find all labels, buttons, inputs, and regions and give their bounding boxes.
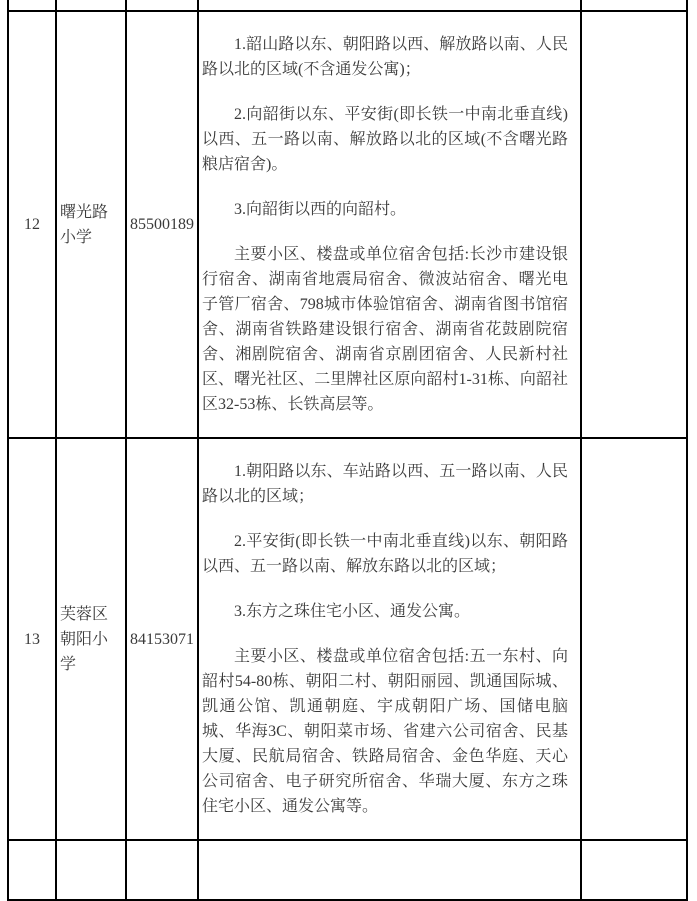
- row-number: 13: [24, 630, 40, 648]
- table-row-13: [8, 438, 687, 840]
- school-name-cell: [56, 438, 126, 840]
- school-district-table: [7, 0, 688, 901]
- school-name: 芙蓉区朝阳小学: [60, 605, 109, 673]
- district-paragraph: 主要小区、楼盘或单位宿舍包括:五一东村、向韶村54-80栋、朝阳二村、朝阳丽园、凯通国际城、凯通公馆、凯通朝庭、宇成朝阳广场、国储电脑城、华海3C、朝阳菜市场、省建六公司宿舍、民基大厦、民航局宿舍、铁路局宿舍、金色华庭、天心公司宿舍、电子研究所宿舍、华瑞大厦、东方之珠住宅小区、通发公寓等。: [202, 648, 568, 815]
- district-paragraph: 主要小区、楼盘或单位宿舍包括:长沙市建设银行宿舍、湖南省地震局宿舍、微波站宿舍、曙光电子管厂宿舍、798城市体验馆宿舍、湖南省图书馆宿舍、湖南省铁路建设银行宿舍、湖南省花鼓剧院宿舍、湘剧院宿舍、湖南省京剧团宿舍、人民新村社区、曙光社区、二里牌社区原向韶村1-31栋、向韶社区32-53栋、长铁高层等。: [202, 246, 568, 413]
- adjacent-row-cell: [56, 0, 126, 11]
- district-paragraph: 1.朝阳路以东、车站路以西、五一路以南、人民路以北的区域；: [202, 463, 568, 505]
- district-description-cell: [198, 438, 581, 840]
- cropped-row-above: [8, 0, 687, 11]
- phone-cell: [126, 438, 198, 840]
- row-number-cell: [8, 438, 56, 840]
- adjacent-row-cell: [581, 840, 687, 900]
- district-paragraph: 3.向韶街以西的向韶村。: [234, 201, 407, 218]
- adjacent-row-cell: [126, 0, 198, 11]
- cropped-row-below: [8, 840, 687, 900]
- adjacent-row-cell: [198, 840, 581, 900]
- district-paragraph: 1.韶山路以东、朝阳路以西、解放路以南、人民路以北的区域(不含通发公寓)；: [202, 36, 568, 78]
- district-paragraph: 2.向韶街以东、平安街(即长铁一中南北垂直线)以西、五一路以南、解放路以北的区域(不含曙光路粮店宿舍)。: [202, 106, 568, 173]
- district-paragraph: 2.平安街(即长铁一中南北垂直线)以东、朝阳路以西、五一路以南、解放东路以北的区域；: [202, 533, 568, 575]
- district-paragraph: 3.东方之珠住宅小区、通发公寓。: [234, 603, 471, 620]
- adjacent-row-cell: [8, 840, 56, 900]
- adjacent-row-cell: [198, 0, 581, 11]
- row-number: 12: [24, 216, 40, 233]
- notes-cell: [581, 11, 687, 438]
- notes-cell: [581, 438, 687, 840]
- row-number-cell: [8, 11, 56, 438]
- table-row-12: [8, 11, 687, 438]
- district-table-wrapper: [7, 0, 686, 901]
- adjacent-row-cell: [8, 0, 56, 11]
- school-name: 曙光路小学: [60, 203, 109, 246]
- adjacent-row-cell: [581, 0, 687, 11]
- phone-number: 85500189: [130, 216, 194, 233]
- adjacent-row-cell: [56, 840, 126, 900]
- district-description-cell: [198, 11, 581, 438]
- adjacent-row-cell: [126, 840, 198, 900]
- phone-number: 84153071: [130, 630, 194, 648]
- school-name-cell: [56, 11, 126, 438]
- phone-cell: [126, 11, 198, 438]
